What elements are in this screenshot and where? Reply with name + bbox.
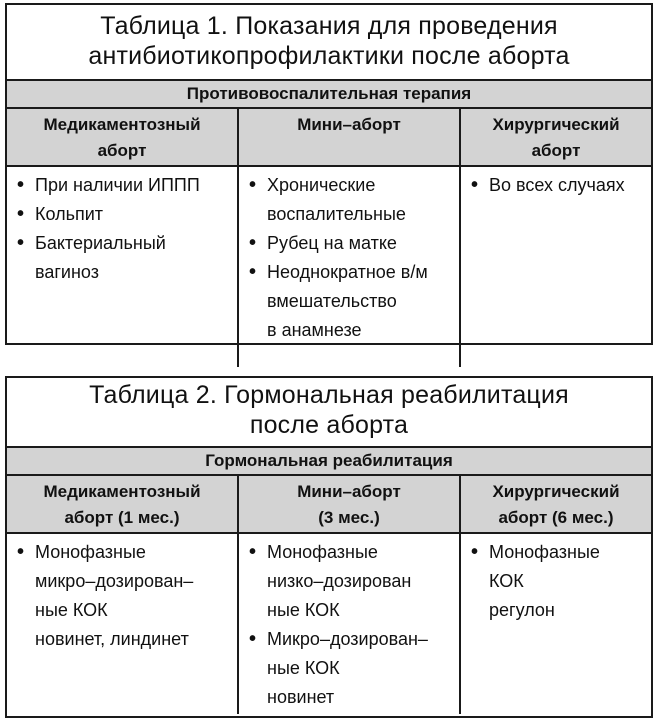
- table-2-title: Таблица 2. Гормональная реабилитация после аборта: [7, 378, 651, 448]
- table-2: [5, 376, 653, 718]
- list-item: • Бактериальный вагиноз: [15, 229, 233, 287]
- table-1-column-headers: [7, 109, 651, 167]
- table-1-header-medication: Медикаментозный аборт: [7, 109, 239, 165]
- table-1-header-surgical: Хирургический аборт: [461, 109, 651, 165]
- table-1-cell-surgical: [461, 167, 651, 367]
- table-2-section-header: Гормональная реабилитация: [7, 448, 651, 476]
- list-item: • Неоднократное в/м вмешательство в анамнезе: [247, 258, 455, 345]
- table-2-body: [7, 534, 651, 714]
- table-1-cell-medication: [7, 167, 239, 367]
- table-2-column-headers: [7, 476, 651, 534]
- table-1-title: Таблица 1. Показания для проведения антибиотикопрофилактики после аборта: [7, 5, 651, 81]
- table-2-header-mini: Мини–аборт (3 мес.): [239, 476, 461, 532]
- list-item: • Монофазные КОК регулон: [469, 538, 647, 625]
- table-1-cell-mini: [239, 167, 461, 367]
- table-2-cell-mini: [239, 534, 461, 714]
- list-item: • Во всех случаях: [469, 171, 647, 200]
- list-item: • Рубец на матке: [247, 229, 455, 258]
- list-item: • Микро–дозирован– ные КОК новинет: [247, 625, 455, 712]
- table-1-header-mini: Мини–аборт: [239, 109, 461, 165]
- list-item: • Хронические воспалительные: [247, 171, 455, 229]
- table-1-body: [7, 167, 651, 367]
- table-1-section-header: Противовоспалительная терапия: [7, 81, 651, 109]
- table-1: [5, 3, 653, 345]
- table-2-cell-surgical: [461, 534, 651, 714]
- list-item: • Кольпит: [15, 200, 233, 229]
- list-item: • Монофазные низко–дозирован ные КОК: [247, 538, 455, 625]
- list-item: • При наличии ИППП: [15, 171, 233, 200]
- table-2-header-medication: Медикаментозный аборт (1 мес.): [7, 476, 239, 532]
- table-2-cell-medication: [7, 534, 239, 714]
- table-2-header-surgical: Хирургический аборт (6 мес.): [461, 476, 651, 532]
- list-item: • Монофазные микро–дозирован– ные КОК новинет, линдинет: [15, 538, 233, 654]
